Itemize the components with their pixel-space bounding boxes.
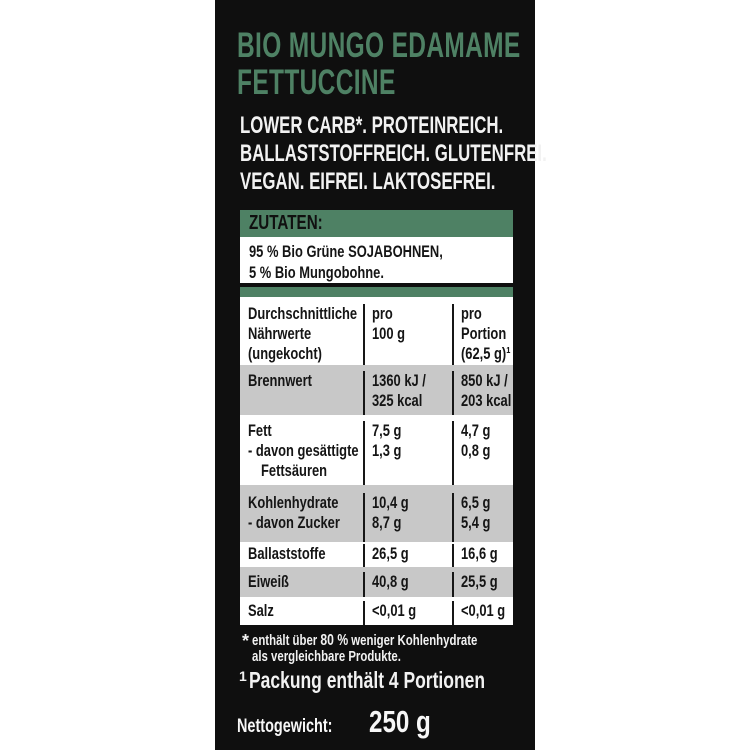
- claims-line1: LOWER CARB*. PROTEINREICH.: [240, 112, 504, 139]
- header-portion-cell: pro Portion (62,5 g)¹: [452, 304, 513, 365]
- green-separator-bar: [240, 287, 513, 297]
- ingredients-header-bar: [240, 210, 513, 237]
- net-weight-value: 250 g: [368, 704, 431, 739]
- footnote-portions: [239, 667, 560, 693]
- ingredients-box: [240, 237, 513, 283]
- table-row-salz: Salz <0,01 g <0,01 g: [240, 597, 513, 625]
- ingredients-line1: 95 % Bio Grüne SOJABOHNEN,: [249, 242, 443, 261]
- net-weight-label: Nettogewicht:: [237, 716, 333, 737]
- footnote-80-percent: 80 %: [320, 632, 349, 649]
- nutrition-table: [240, 297, 513, 625]
- table-row-brennwert: Brennwert 1360 kJ / 325 kcal 850 kJ / 203 kcal: [240, 365, 513, 415]
- product-title: [237, 27, 642, 101]
- table-row-kohlenhydrate: Kohlenhydrate - davon Zucker 10,4 g 8,7 g 6,5 g 5,4 g: [240, 485, 513, 542]
- footnote-lower-carb: [242, 633, 549, 665]
- footnote-line1: enthält über 80 % weniger Kohlenhydrate: [252, 632, 478, 649]
- asterisk-marker: *: [242, 631, 250, 651]
- product-title-line2: FETTUCCINE: [237, 63, 396, 102]
- footnote-line2: als vergleichbare Produkte.: [252, 648, 401, 665]
- ingredients-header-label: ZUTATEN:: [249, 212, 323, 234]
- superscript-1-marker: 1: [239, 668, 247, 684]
- product-title-line1: BIO MUNGO EDAMAME: [237, 26, 521, 65]
- table-row-fett: Fett - davon gesättigte Fettsäuren 7,5 g 1,3 g 4,7 g 0,8 g: [240, 415, 513, 485]
- header-per100-cell: pro 100 g: [363, 304, 452, 365]
- net-weight: [237, 706, 448, 737]
- label-panel: [215, 0, 547, 750]
- product-claims: [240, 112, 678, 196]
- table-header-row: [240, 297, 513, 365]
- header-label-cell: Durchschnittliche Nährwerte (ungekocht): [248, 304, 358, 363]
- claims-line3: VEGAN. EIFREI. LAKTOSEFREI.: [240, 168, 496, 195]
- ingredients-line2: 5 % Bio Mungobohne.: [249, 263, 384, 282]
- portions-text: Packung enthält 4 Portionen: [249, 667, 486, 693]
- table-row-ballaststoffe: Ballaststoffe 26,5 g 16,6 g: [240, 542, 513, 567]
- table-row-eiweiss: Eiweiß 40,8 g 25,5 g: [240, 567, 513, 597]
- claims-line2: BALLASTSTOFFREICH. GLUTENFREI.: [240, 140, 547, 167]
